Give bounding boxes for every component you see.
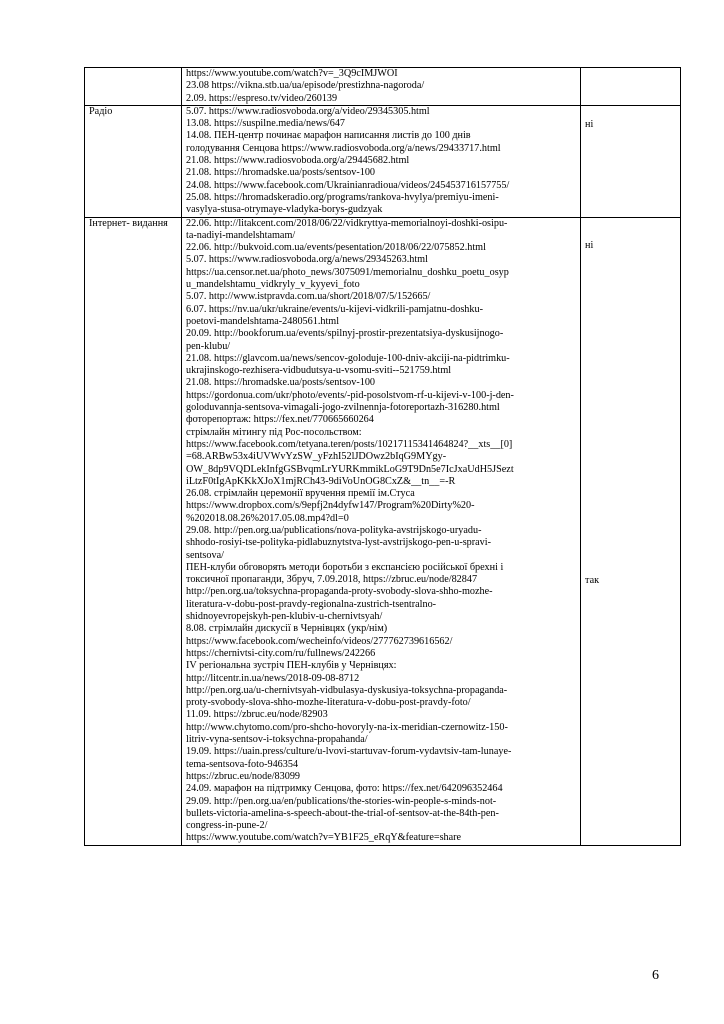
answer-cell [581, 105, 681, 217]
link-line: 21.08. https://hromadske.ua/posts/sentsov-100 [186, 377, 376, 389]
link-line: vasylya-stusa-otrymaye-vladyka-borys-gudzyak [186, 204, 383, 216]
link-line: =68.ARBw53x4iUVWvYzSW_yFzhI52lJDOwz2bIqG9MYgy- [186, 451, 447, 463]
link-line: 8.08. стрімлайн дискусії в Чернівцях (укр/нім) [186, 623, 388, 635]
link-line: 22.06. http://bukvoid.com.ua/events/pesentation/2018/06/22/075852.html [186, 242, 486, 254]
link-line: https://chernivtsi-city.com/ru/fullnews/242266 [186, 647, 376, 659]
answer-cell [581, 217, 681, 845]
link-line: http://litcentr.in.ua/news/2018-09-08-8712 [186, 672, 360, 684]
link-line: bullets-victoria-amelina-s-speech-about-the-trial-of-sentsov-at-the-84th-pen- [186, 807, 499, 819]
link-line: 22.06. http://litakcent.com/2018/06/22/vidkryttya-memorialnoyi-doshki-osipu- [186, 217, 508, 229]
page-number: 6 [652, 968, 659, 983]
link-line: OW_8dp9VQDLekInfgGSBvqmLrYURKmmikLoG9T9Dn5e7IcJxaUdH5JSezt [186, 463, 514, 475]
link-line: 21.08. https://hromadske.ua/posts/sentsov-100 [186, 167, 376, 179]
link-line: tema-sentsova-foto-946354 [186, 758, 299, 770]
link-line: 20.09. http://bookforum.ua/events/spilnyj-prostir-prezentatsiya-dyskusijnogo- [186, 328, 504, 340]
link-line: 23.08 https://vikna.stb.ua/ua/episode/prestizhna-nagoroda/ [186, 80, 425, 92]
link-line: pen-klubu/ [186, 340, 231, 352]
link-line: 24.09. марафон на підтримку Сенцова, фото: https://fex.net/642096352464 [186, 783, 503, 795]
link-line: ПЕН-клуби обговорять методи боротьби з експансією російської брехні і [186, 561, 504, 573]
link-line: 29.08. http://pen.org.ua/publications/nova-polityka-avstrijskogo-uryadu- [186, 524, 482, 536]
link-line: 21.08. https://glavcom.ua/news/sencov-goloduje-100-dniv-akciji-na-pidtrimku- [186, 352, 510, 364]
answer-cell [581, 68, 681, 106]
link-line: стрімлайн мітингу під Рос-посольством: [186, 426, 362, 438]
link-line: shidnoyevropejskyh-pen-klubiv-u-chernivtsyah/ [186, 611, 383, 623]
link-line: ta-nadiyi-mandelshtamam/ [186, 229, 296, 241]
link-line: iLtzF0tIgApKKkXJoX1mjRCh43-9diVoUnOG8CxZ&__tn__=-R [186, 475, 456, 487]
category-line: видання [132, 217, 168, 229]
link-line: https://www.facebook.com/tetyana.teren/posts/10217115341464824?__xts__[0] [186, 438, 513, 450]
link-line: фоторепортаж: https://fex.net/770665660264 [186, 414, 374, 426]
link-line: 19.09. https://uain.press/culture/u-lvovi-startuvav-forum-vydavtsiv-tam-lunaye- [186, 746, 512, 758]
link-line: literatura-v-dobu-post-pravdy-regionalna-zustrich-tsentralno- [186, 598, 437, 610]
link-line: голодування Сенцова https://www.radiosvoboda.org/a/news/29433717.html [186, 142, 501, 154]
link-line: https://www.dropbox.com/s/9epfj2n4dyfw147/Program%20Dirty%20- [186, 500, 475, 512]
links-cell [182, 217, 581, 845]
link-line: 13.08. https://suspilne.media/news/647 [186, 118, 346, 130]
link-line: congress-in-pune-2/ [186, 820, 268, 832]
link-line: shhodo-rosiyi-tse-polityka-pidlabuznytstva-lyst-avstrijskogo-pen-u-spravi- [186, 537, 491, 549]
link-line: proty-svobody-slova-shho-mozhe-literatura-v-dobu-post-pravdy-foto/ [186, 697, 471, 709]
table-row-radio [85, 105, 681, 217]
answer-text: ні [585, 239, 594, 251]
link-line: http://pen.org.ua/toksychna-propaganda-proty-svobody-slova-shho-mozhe- [186, 586, 493, 598]
link-line: https://www.youtube.com/watch?v=_3Q9cIMJWOI [186, 68, 398, 79]
answer-text: ні [585, 118, 594, 130]
link-line: 5.07. https://www.radiosvoboda.org/a/video/29345305.html [186, 105, 430, 117]
category-cell: Радіо [85, 105, 182, 217]
link-line: 14.08. ПЕН-центр починає марафон написання листів до 100 днів [186, 130, 471, 142]
link-line: 26.08. стрімлайн церемонії вручення премії ім.Стуса [186, 488, 415, 500]
category-cell [85, 217, 182, 845]
category-cell [85, 68, 182, 106]
link-line: 5.07. http://www.istpravda.com.ua/short/2018/07/5/152665/ [186, 291, 431, 303]
link-line: http://pen.org.ua/u-chernivtsyah-vidbulasya-dyskusiya-toksychna-propaganda- [186, 684, 508, 696]
link-line: https://www.facebook.com/wecheinfo/videos/277762739616562/ [186, 635, 453, 647]
link-line: u_mandelshtamu_vidkryly_v_kyyevi_foto [186, 279, 360, 291]
link-line: https://zbruc.eu/node/83099 [186, 770, 301, 782]
answer-text: так [585, 574, 600, 586]
link-line: ukrajinskogo-rezhisera-vidbudutsya-u-vsomu-sviti--521759.html [186, 365, 452, 377]
link-line: токсичної пропаганди, Збруч, 7.09.2018, https://zbruc.eu/node/82847 [186, 574, 478, 586]
link-line: 6.07. https://nv.ua/ukr/ukraine/events/u-kijevi-vidkrili-pamjatnu-doshku- [186, 303, 483, 315]
link-line: http://www.chytomo.com/pro-shcho-hovoryly-na-ix-meridian-czernowitz-150- [186, 721, 508, 733]
link-line: 2.09. https://espreso.tv/video/260139 [186, 92, 338, 104]
link-line: 5.07. https://www.radiosvoboda.org/a/news/29345263.html [186, 254, 428, 266]
table-row-tv-continued [85, 68, 681, 106]
link-line: goloduvannja-sentsova-vimagali-jogo-zvilnennja-fotoreportazh-316280.html [186, 402, 500, 414]
table-row-internet [85, 217, 681, 845]
link-line: 24.08. https://www.facebook.com/Ukrainianradioua/videos/245453716157755/ [186, 179, 510, 191]
link-line: 11.09. https://zbruc.eu/node/82903 [186, 709, 328, 721]
category-line: Інтернет- [89, 217, 130, 229]
media-coverage-table [84, 67, 681, 846]
link-line: litriv-vyna-sentsov-i-toksychna-propahanda/ [186, 734, 368, 746]
links-cell [182, 105, 581, 217]
link-line: poetovi-mandelshtama-2480561.html [186, 315, 340, 327]
link-line: https://gordonua.com/ukr/photo/events/-pid-posolstvom-rf-u-kijevi-v-100-j-den- [186, 389, 514, 401]
links-cell [182, 68, 581, 106]
link-line: sentsova/ [186, 549, 224, 561]
link-line: 21.08. https://www.radiosvoboda.org/a/29445682.html [186, 155, 410, 167]
link-line: 29.09. http://pen.org.ua/en/publications/the-stories-win-people-s-minds-not- [186, 795, 497, 807]
link-line: %202018.08.26%2017.05.08.mp4?dl=0 [186, 512, 349, 524]
link-line: https://ua.censor.net.ua/photo_news/3075091/memorialnu_doshku_poetu_osyp [186, 266, 509, 278]
link-line: 25.08. https://hromadskeradio.org/programs/rankova-hvylya/premiyu-imeni- [186, 191, 499, 203]
link-line: https://www.youtube.com/watch?v=YB1F25_eRqY&feature=share [186, 832, 462, 844]
link-line: IV регіональна зустріч ПЕН-клубів у Чернівцях: [186, 660, 397, 672]
